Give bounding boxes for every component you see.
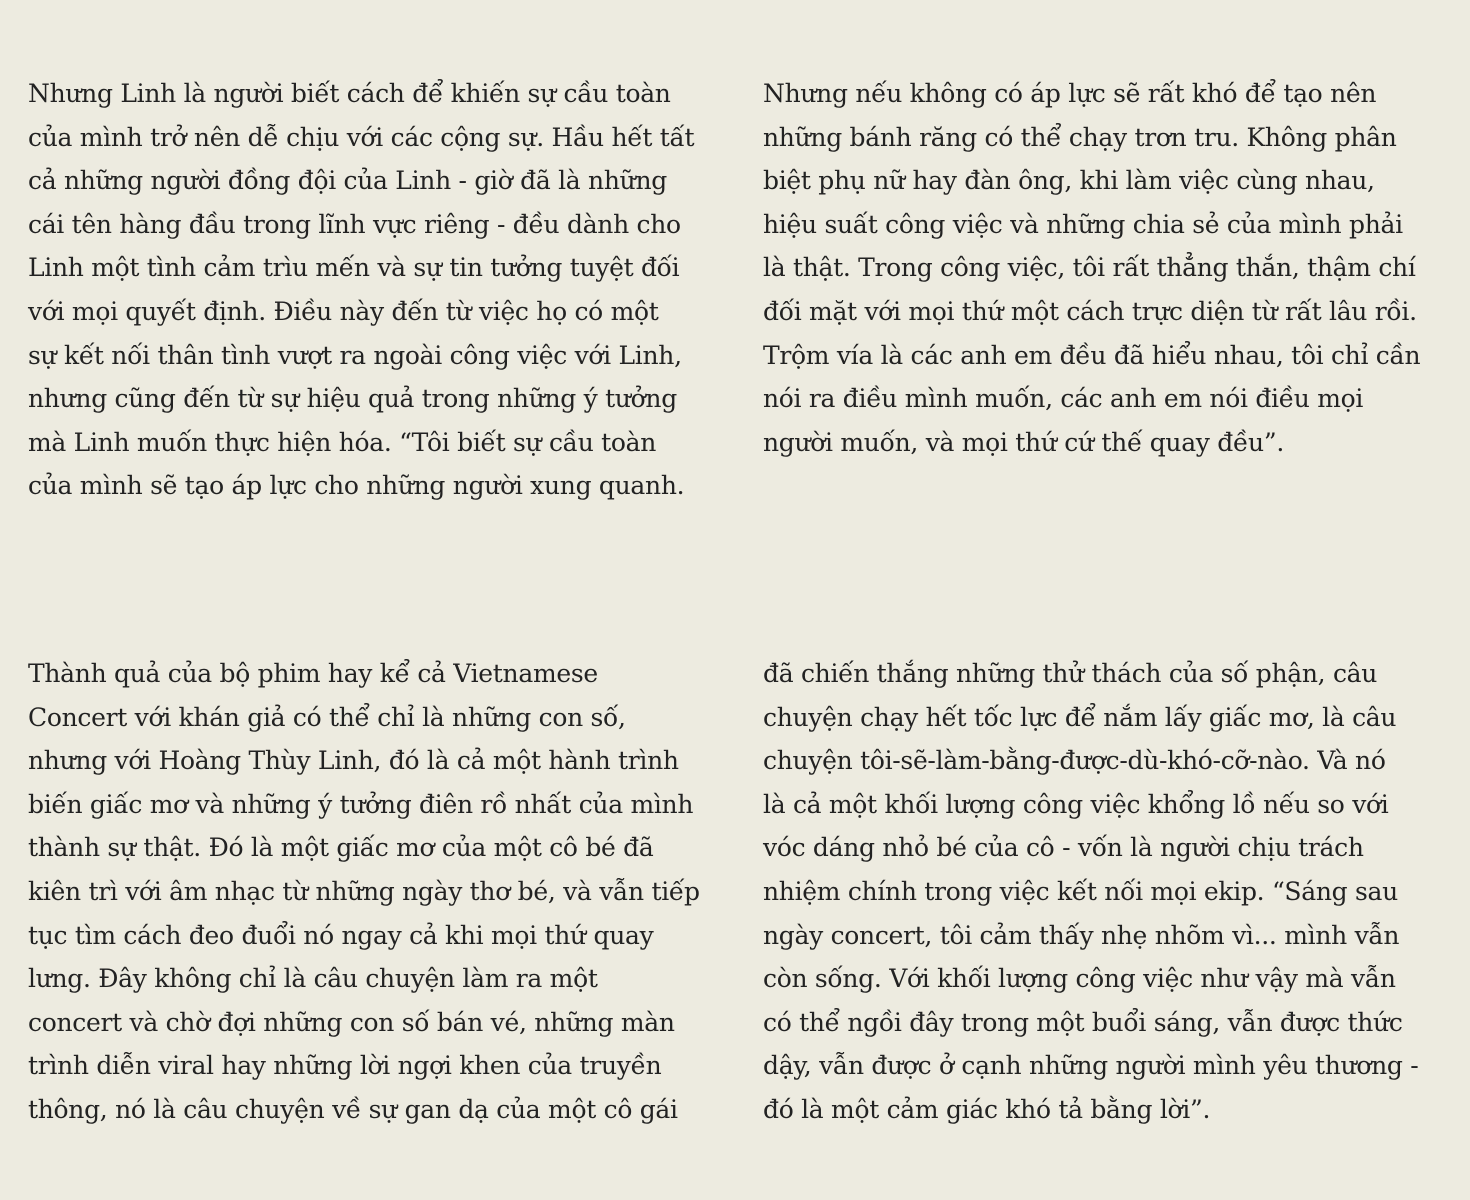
text-line: đó là một cảm giác khó tả bằng lời”.	[763, 1094, 1211, 1124]
paragraph-bottom-right	[763, 652, 1453, 1132]
text-line: người muốn, và mọi thứ cứ thế quay đều”.	[763, 427, 1284, 457]
text-line: Concert với khán giả có thể chỉ là những con số,	[28, 702, 626, 732]
text-line: chuyện tôi-sẽ-làm-bằng-được-dù-khó-cỡ-nào. Và nó	[763, 746, 1386, 776]
text-line: đối mặt với mọi thứ một cách trực diện từ rất lâu rồi.	[763, 296, 1417, 326]
text-line: lưng. Đây không chỉ là câu chuyện làm ra một	[28, 964, 598, 994]
paragraph-top-left	[28, 72, 718, 508]
text-line: Trộm vía là các anh em đều đã hiểu nhau, tôi chỉ cần	[763, 340, 1421, 370]
text-line: ngày concert, tôi cảm thấy nhẹ nhõm vì... mình vẫn	[763, 920, 1400, 950]
text-line: còn sống. Với khối lượng công việc như vậy mà vẫn	[763, 964, 1396, 994]
text-line: tục tìm cách đeo đuổi nó ngay cả khi mọi thứ quay	[28, 920, 654, 950]
text-line: nhưng cũng đến từ sự hiệu quả trong những ý tưởng	[28, 384, 677, 414]
text-line: của mình sẽ tạo áp lực cho những người xung quanh.	[28, 471, 685, 501]
text-line: là thật. Trong công việc, tôi rất thẳng thắn, thậm chí	[763, 253, 1416, 283]
text-line: với mọi quyết định. Điều này đến từ việc họ có một	[28, 296, 659, 326]
text-line: những bánh răng có thể chạy trơn tru. Không phân	[763, 122, 1397, 152]
paragraph-bottom-left	[28, 652, 718, 1132]
text-line: cả những người đồng đội của Linh - giờ đã là những	[28, 166, 667, 196]
text-line: Linh một tình cảm trìu mến và sự tin tưởng tuyệt đối	[28, 253, 680, 283]
text-line: biệt phụ nữ hay đàn ông, khi làm việc cùng nhau,	[763, 166, 1375, 196]
text-line: thông, nó là câu chuyện về sự gan dạ của một cô gái	[28, 1094, 678, 1124]
text-line: hiệu suất công việc và những chia sẻ của mình phải	[763, 209, 1403, 239]
text-line: thành sự thật. Đó là một giấc mơ của một cô bé đã	[28, 833, 654, 863]
text-line: của mình trở nên dễ chịu với các cộng sự. Hầu hết tất	[28, 122, 695, 152]
text-line: Nhưng Linh là người biết cách để khiến sự cầu toàn	[28, 79, 671, 108]
text-line: biến giấc mơ và những ý tưởng điên rồ nhất của mình	[28, 789, 694, 819]
text-line: nói ra điều mình muốn, các anh em nói điều mọi	[763, 384, 1364, 414]
text-line: chuyện chạy hết tốc lực để nắm lấy giấc mơ, là câu	[763, 702, 1397, 732]
text-line: nhiệm chính trong việc kết nối mọi ekip. “Sáng sau	[763, 876, 1398, 906]
text-line: sự kết nối thân tình vượt ra ngoài công việc với Linh,	[28, 340, 682, 370]
text-line: có thể ngồi đây trong một buổi sáng, vẫn được thức	[763, 1007, 1403, 1037]
paragraph-top-right	[763, 72, 1453, 464]
text-line: Thành quả của bộ phim hay kể cả Vietnamese	[28, 659, 598, 688]
text-line: Nhưng nếu không có áp lực sẽ rất khó để tạo nên	[763, 79, 1377, 108]
text-line: trình diễn viral hay những lời ngợi khen của truyền	[28, 1051, 662, 1081]
text-line: mà Linh muốn thực hiện hóa. “Tôi biết sự cầu toàn	[28, 427, 657, 457]
text-line: dậy, vẫn được ở cạnh những người mình yêu thương -	[763, 1051, 1419, 1081]
text-line: nhưng với Hoàng Thùy Linh, đó là cả một hành trình	[28, 746, 679, 776]
text-line: vóc dáng nhỏ bé của cô - vốn là người chịu trách	[763, 833, 1364, 863]
text-line: cái tên hàng đầu trong lĩnh vực riêng - đều dành cho	[28, 209, 681, 239]
text-line: concert và chờ đợi những con số bán vé, những màn	[28, 1007, 675, 1037]
text-line: là cả một khối lượng công việc khổng lồ nếu so với	[763, 789, 1389, 819]
text-line: kiên trì với âm nhạc từ những ngày thơ bé, và vẫn tiếp	[28, 876, 700, 906]
text-line: đã chiến thắng những thử thách của số phận, câu	[763, 659, 1378, 688]
